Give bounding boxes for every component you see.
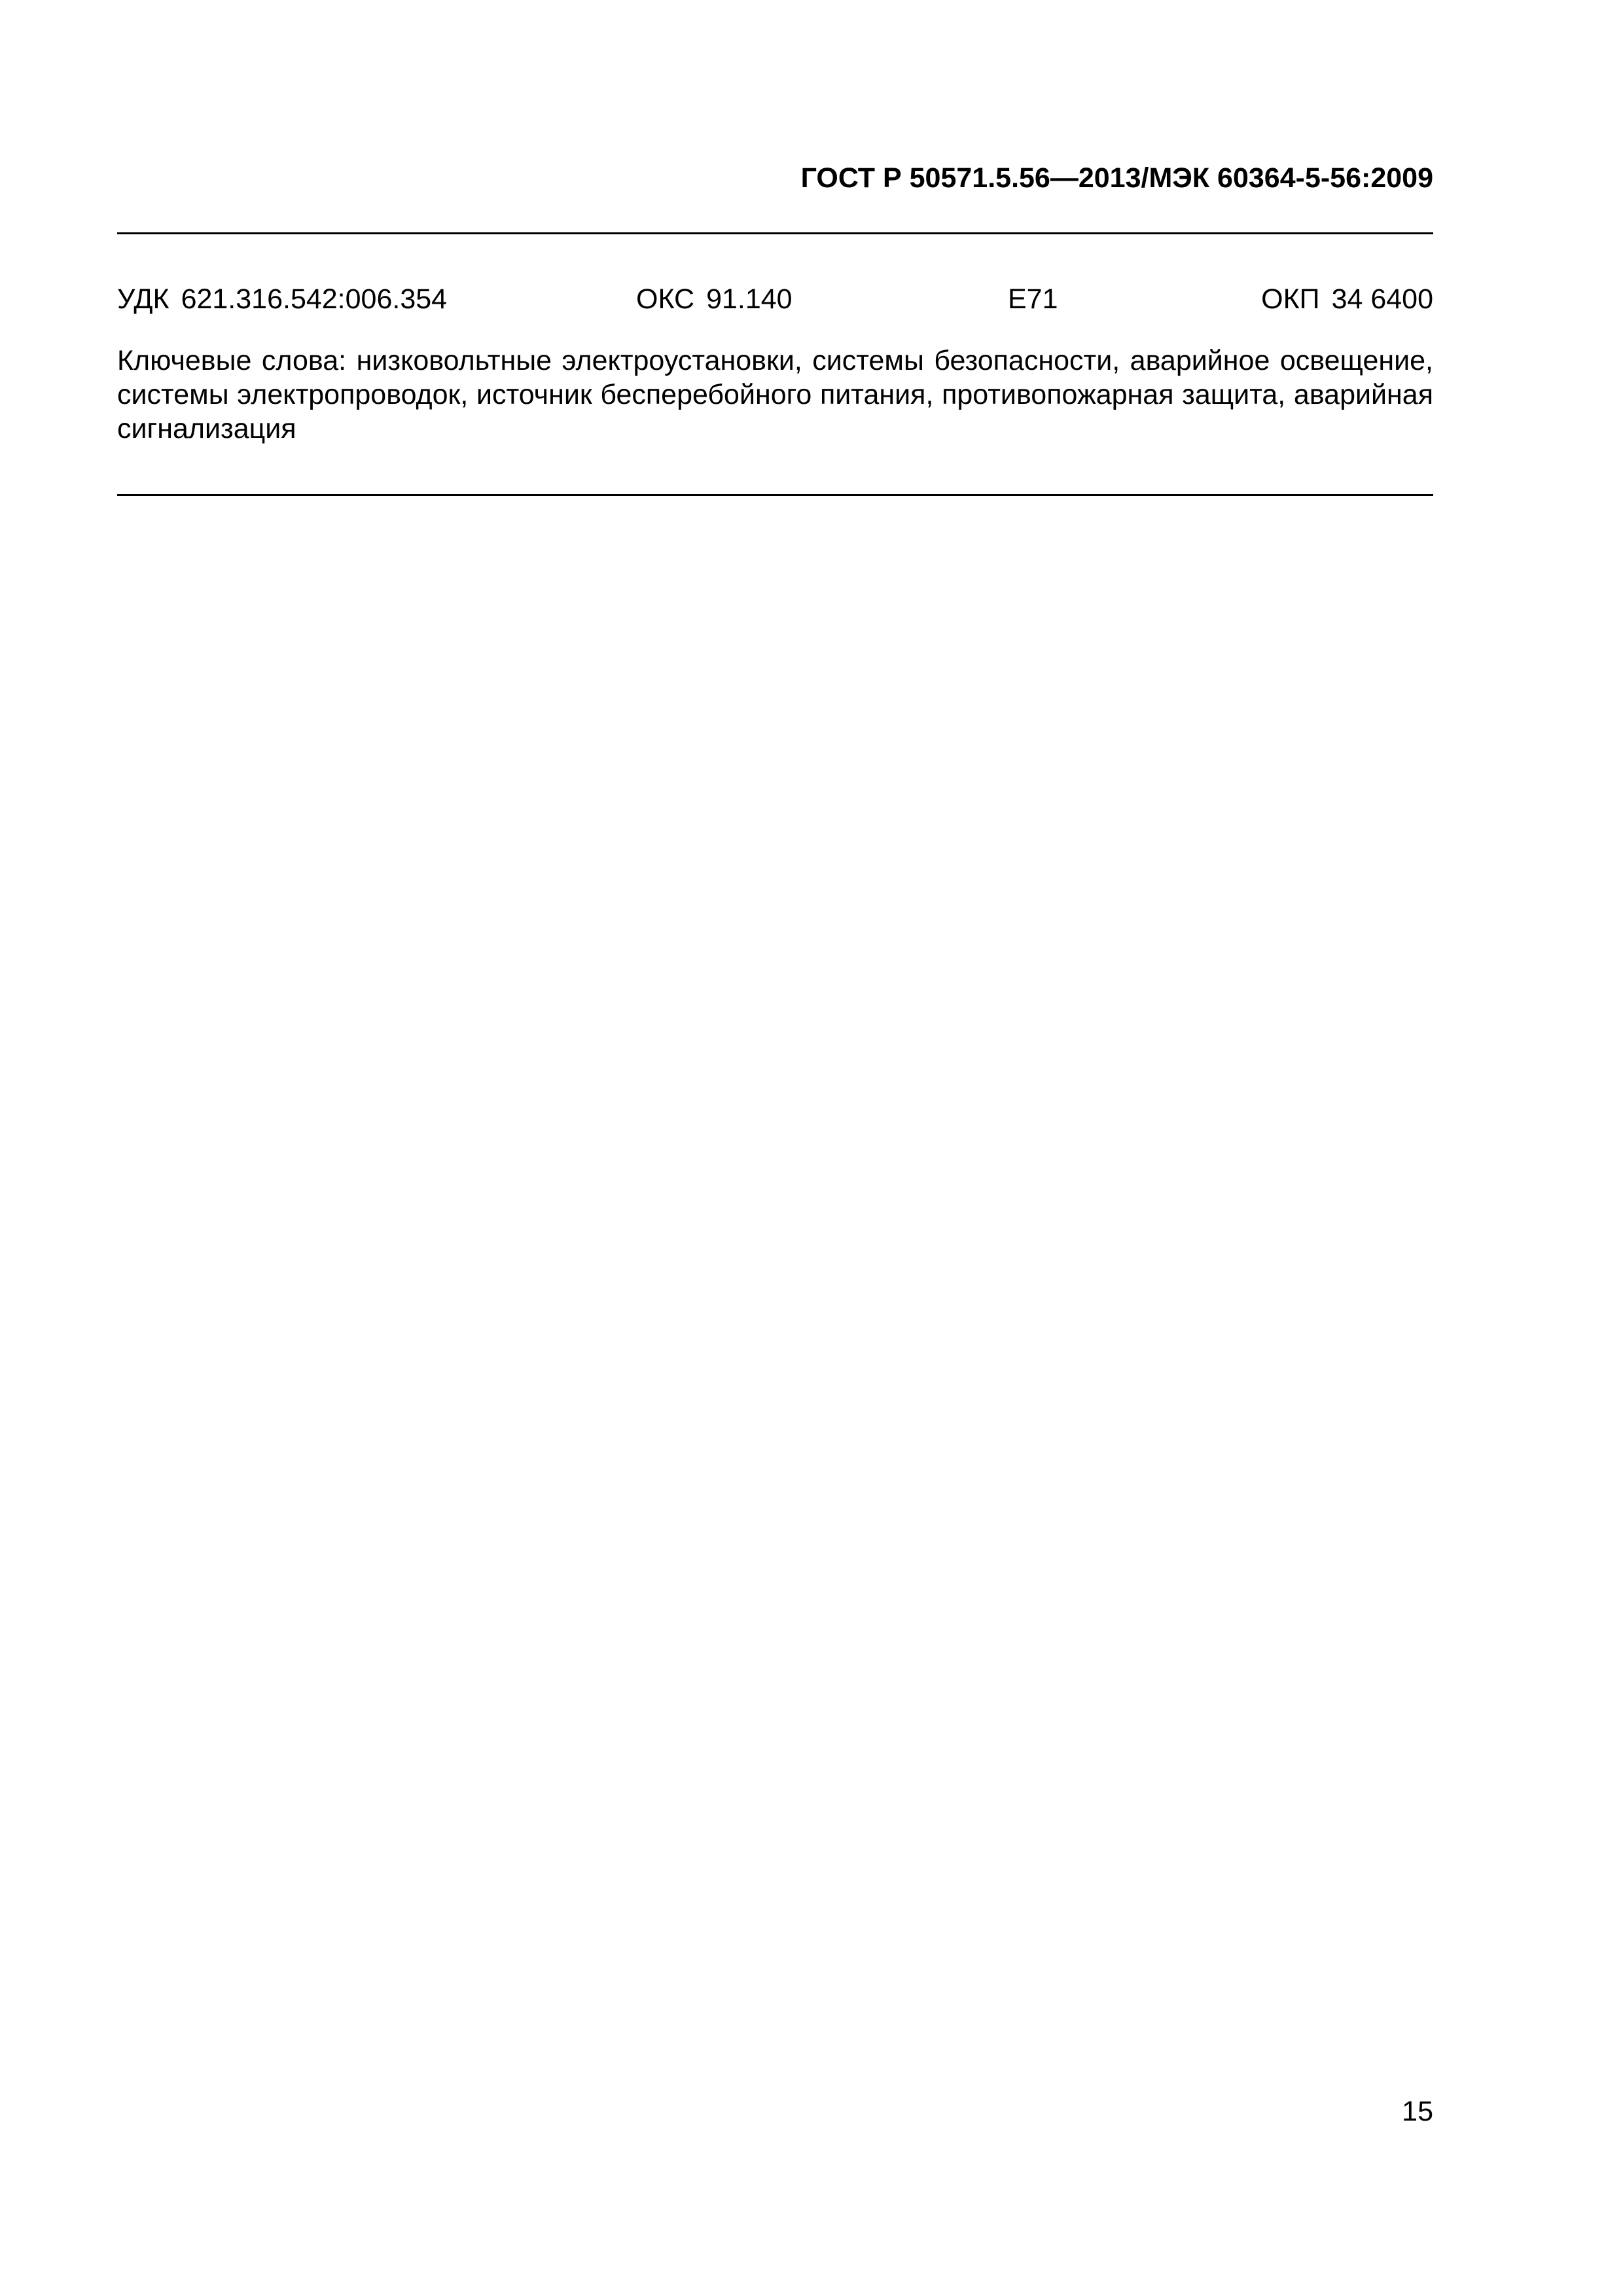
classification-row [117, 282, 1433, 316]
oks-value: 91.140 [706, 283, 793, 315]
udk-label: УДК [117, 283, 169, 315]
oks-label: ОКС [636, 283, 695, 315]
okp-code [1261, 282, 1433, 316]
udk-code [117, 282, 447, 316]
group-code: Е71 [1008, 283, 1058, 315]
okp-label: ОКП [1261, 283, 1320, 315]
keywords-paragraph: Ключевые слова: низковольтные электроустановки, системы безопасности, аварийное освещение, системы электропроводок, источник бесперебойного питания, противопожарная защита, аварийная сигнализация [117, 345, 1433, 444]
top-divider [117, 232, 1433, 234]
bottom-divider [117, 494, 1433, 496]
okp-value: 34 6400 [1331, 283, 1433, 315]
document-designation: ГОСТ Р 50571.5.56—2013/МЭК 60364-5-56:2009 [800, 162, 1433, 194]
page-number: 15 [1402, 2096, 1433, 2127]
udk-value: 621.316.542:006.354 [181, 283, 448, 315]
oks-code [636, 282, 793, 316]
